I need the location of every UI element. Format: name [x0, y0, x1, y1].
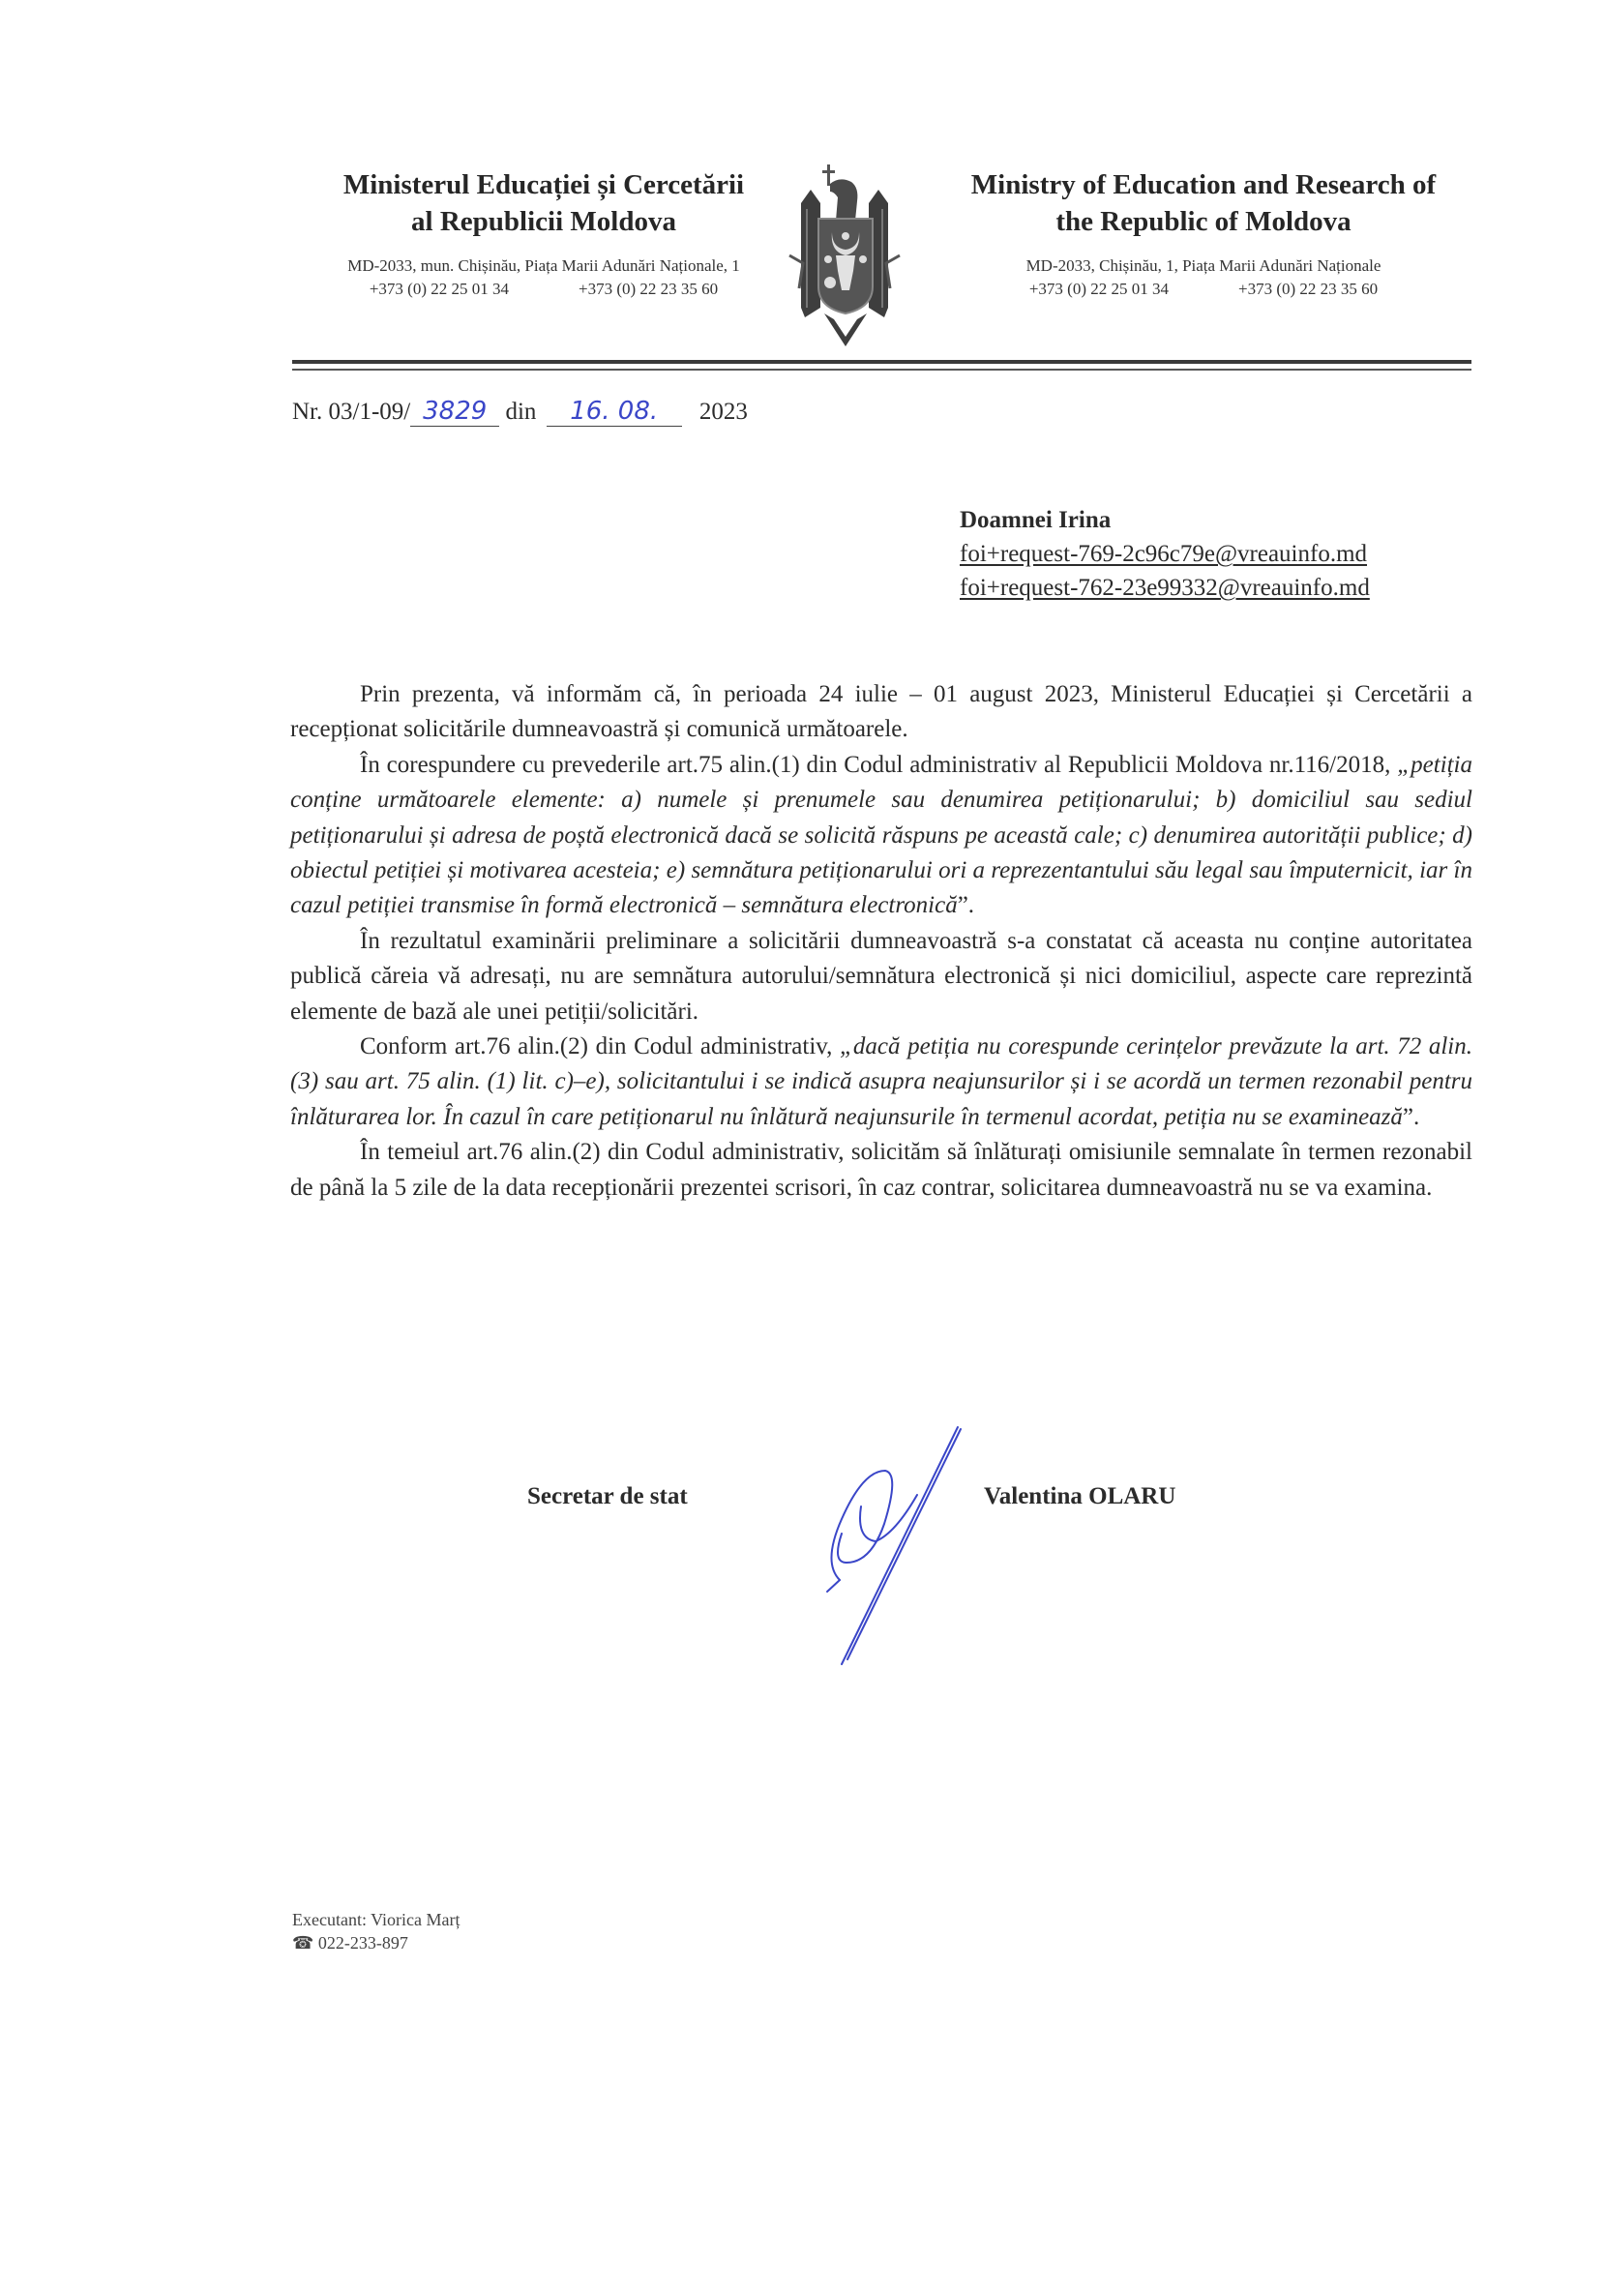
reference-number-handwritten: 3829 — [410, 397, 499, 427]
address-en: MD-2033, Chișinău, 1, Piața Marii Adunări Naționale — [1025, 256, 1381, 275]
reference-din: din — [505, 399, 537, 425]
executant-phone: 022-233-897 — [317, 1933, 408, 1953]
paragraph-3: În rezultatul examinării preliminare a solicitării dumneavoastră s-a constatat că aceasta nu conține autoritatea publică căreia vă adresați, nu are semnătura autorului/semnătura electronică și nici domiciliul, aspecte care reprezintă elemente de bază ale unei petiții/solicitări. — [290, 927, 1472, 1025]
executant-name: Executant: Viorica Marț — [292, 1910, 460, 1929]
paragraph-2-text: În corespundere cu prevederile art.75 alin.(1) din Codul administrativ al Republicii Moldova nr.116/2018, — [360, 751, 1398, 778]
phones-en — [942, 280, 1465, 299]
signatory-position: Secretar de stat — [527, 1483, 688, 1509]
header-divider-thick — [292, 360, 1471, 364]
ministry-name-en-line1: Ministry of Education and Research of — [970, 169, 1437, 200]
reference-prefix: Nr. 03/1-09/ — [292, 399, 411, 425]
recipient-block — [960, 503, 1370, 605]
telephone-icon: ☎ — [292, 1933, 314, 1953]
ministry-name-ro-line1: Ministerul Educației și Cercetării — [342, 169, 745, 200]
paragraph-1: Prin prezenta, vă informăm că, în perioada 24 iulie – 01 august 2023, Ministerul Educației și Cercetării a recepționat solicitările dumneavoastră și comunică următoarele. — [290, 681, 1472, 743]
phone-ro-1: +373 (0) 22 25 01 34 — [369, 280, 509, 298]
paragraph-4 — [290, 1029, 1472, 1135]
reference-date-handwritten: 16. 08. — [547, 397, 682, 427]
phone-en-2: +373 (0) 22 23 35 60 — [1238, 280, 1379, 298]
recipient-email-2[interactable]: foi+request-762-23e99332@vreauinfo.md — [960, 575, 1370, 601]
ministry-name-ro-line2: al Republicii Moldova — [411, 206, 676, 237]
executant-phone-row — [292, 1931, 460, 1955]
phone-en-1: +373 (0) 22 25 01 34 — [1028, 280, 1169, 298]
reference-number-line — [292, 397, 748, 427]
paragraph-2 — [290, 748, 1472, 924]
reference-year: 2023 — [698, 399, 748, 425]
header-divider-thin — [292, 369, 1471, 371]
phones-ro — [292, 280, 795, 299]
paragraph-2-end: ”. — [957, 892, 975, 919]
paragraph-5: În temeiul art.76 alin.(2) din Codul administrativ, solicităm să înlăturați omisiunile semnalate în termen rezonabil de până la 5 zile de la data recepționării prezentei scrisori, în caz contrar, solicitarea dumneavoastră nu se va examina. — [290, 1139, 1472, 1201]
ministry-name-en-line2: the Republic of Moldova — [1055, 206, 1352, 237]
paragraph-4-text: Conform art.76 alin.(2) din Codul administrativ, — [360, 1033, 841, 1060]
paragraph-4-end: ”. — [1402, 1103, 1420, 1130]
footer-executant — [292, 1908, 460, 1955]
handwritten-signature-icon — [803, 1417, 977, 1669]
paragraph-4-quote: „dacă petiția nu corespunde cerințelor prevăzute la art. 72 alin. (3) sau art. 75 alin. (1) lit. c)–e), solicitantului i se indică asupra neajunsurilor și i se acordă un termen rezonabil pentru înlăturarea lor. În cazul în care petiționarul nu înlătură neajunsurile în termenul acordat, petiția nu se examinează — [290, 1033, 1473, 1130]
signatory-name: Valentina OLARU — [984, 1483, 1176, 1509]
address-ro: MD-2033, mun. Chișinău, Piața Marii Adunări Naționale, 1 — [347, 256, 740, 275]
recipient-name: Doamnei Irina — [960, 507, 1112, 533]
coat-of-arms-icon — [782, 163, 907, 354]
header-left — [292, 166, 795, 299]
letter-body — [290, 677, 1472, 1206]
paragraph-2-quote: „petiția conține următoarele elemente: a) numele și prenumele sau denumirea petiționarului; b) domiciliul sau sediul petiționarului și adresa de poștă electronică dacă se solicită răspuns pe această cale; c) denumirea autorității publice; d) obiectul petiției și motivarea acesteia; e) semnătura petiționarului ori a reprezentantului său legal sau împuternicit, iar în cazul petiției transmise în formă electronică – semnătura electronică — [290, 751, 1472, 919]
header-right — [942, 166, 1465, 299]
phone-ro-2: +373 (0) 22 23 35 60 — [579, 280, 719, 298]
recipient-email-1[interactable]: foi+request-769-2c96c79e@vreauinfo.md — [960, 541, 1368, 567]
